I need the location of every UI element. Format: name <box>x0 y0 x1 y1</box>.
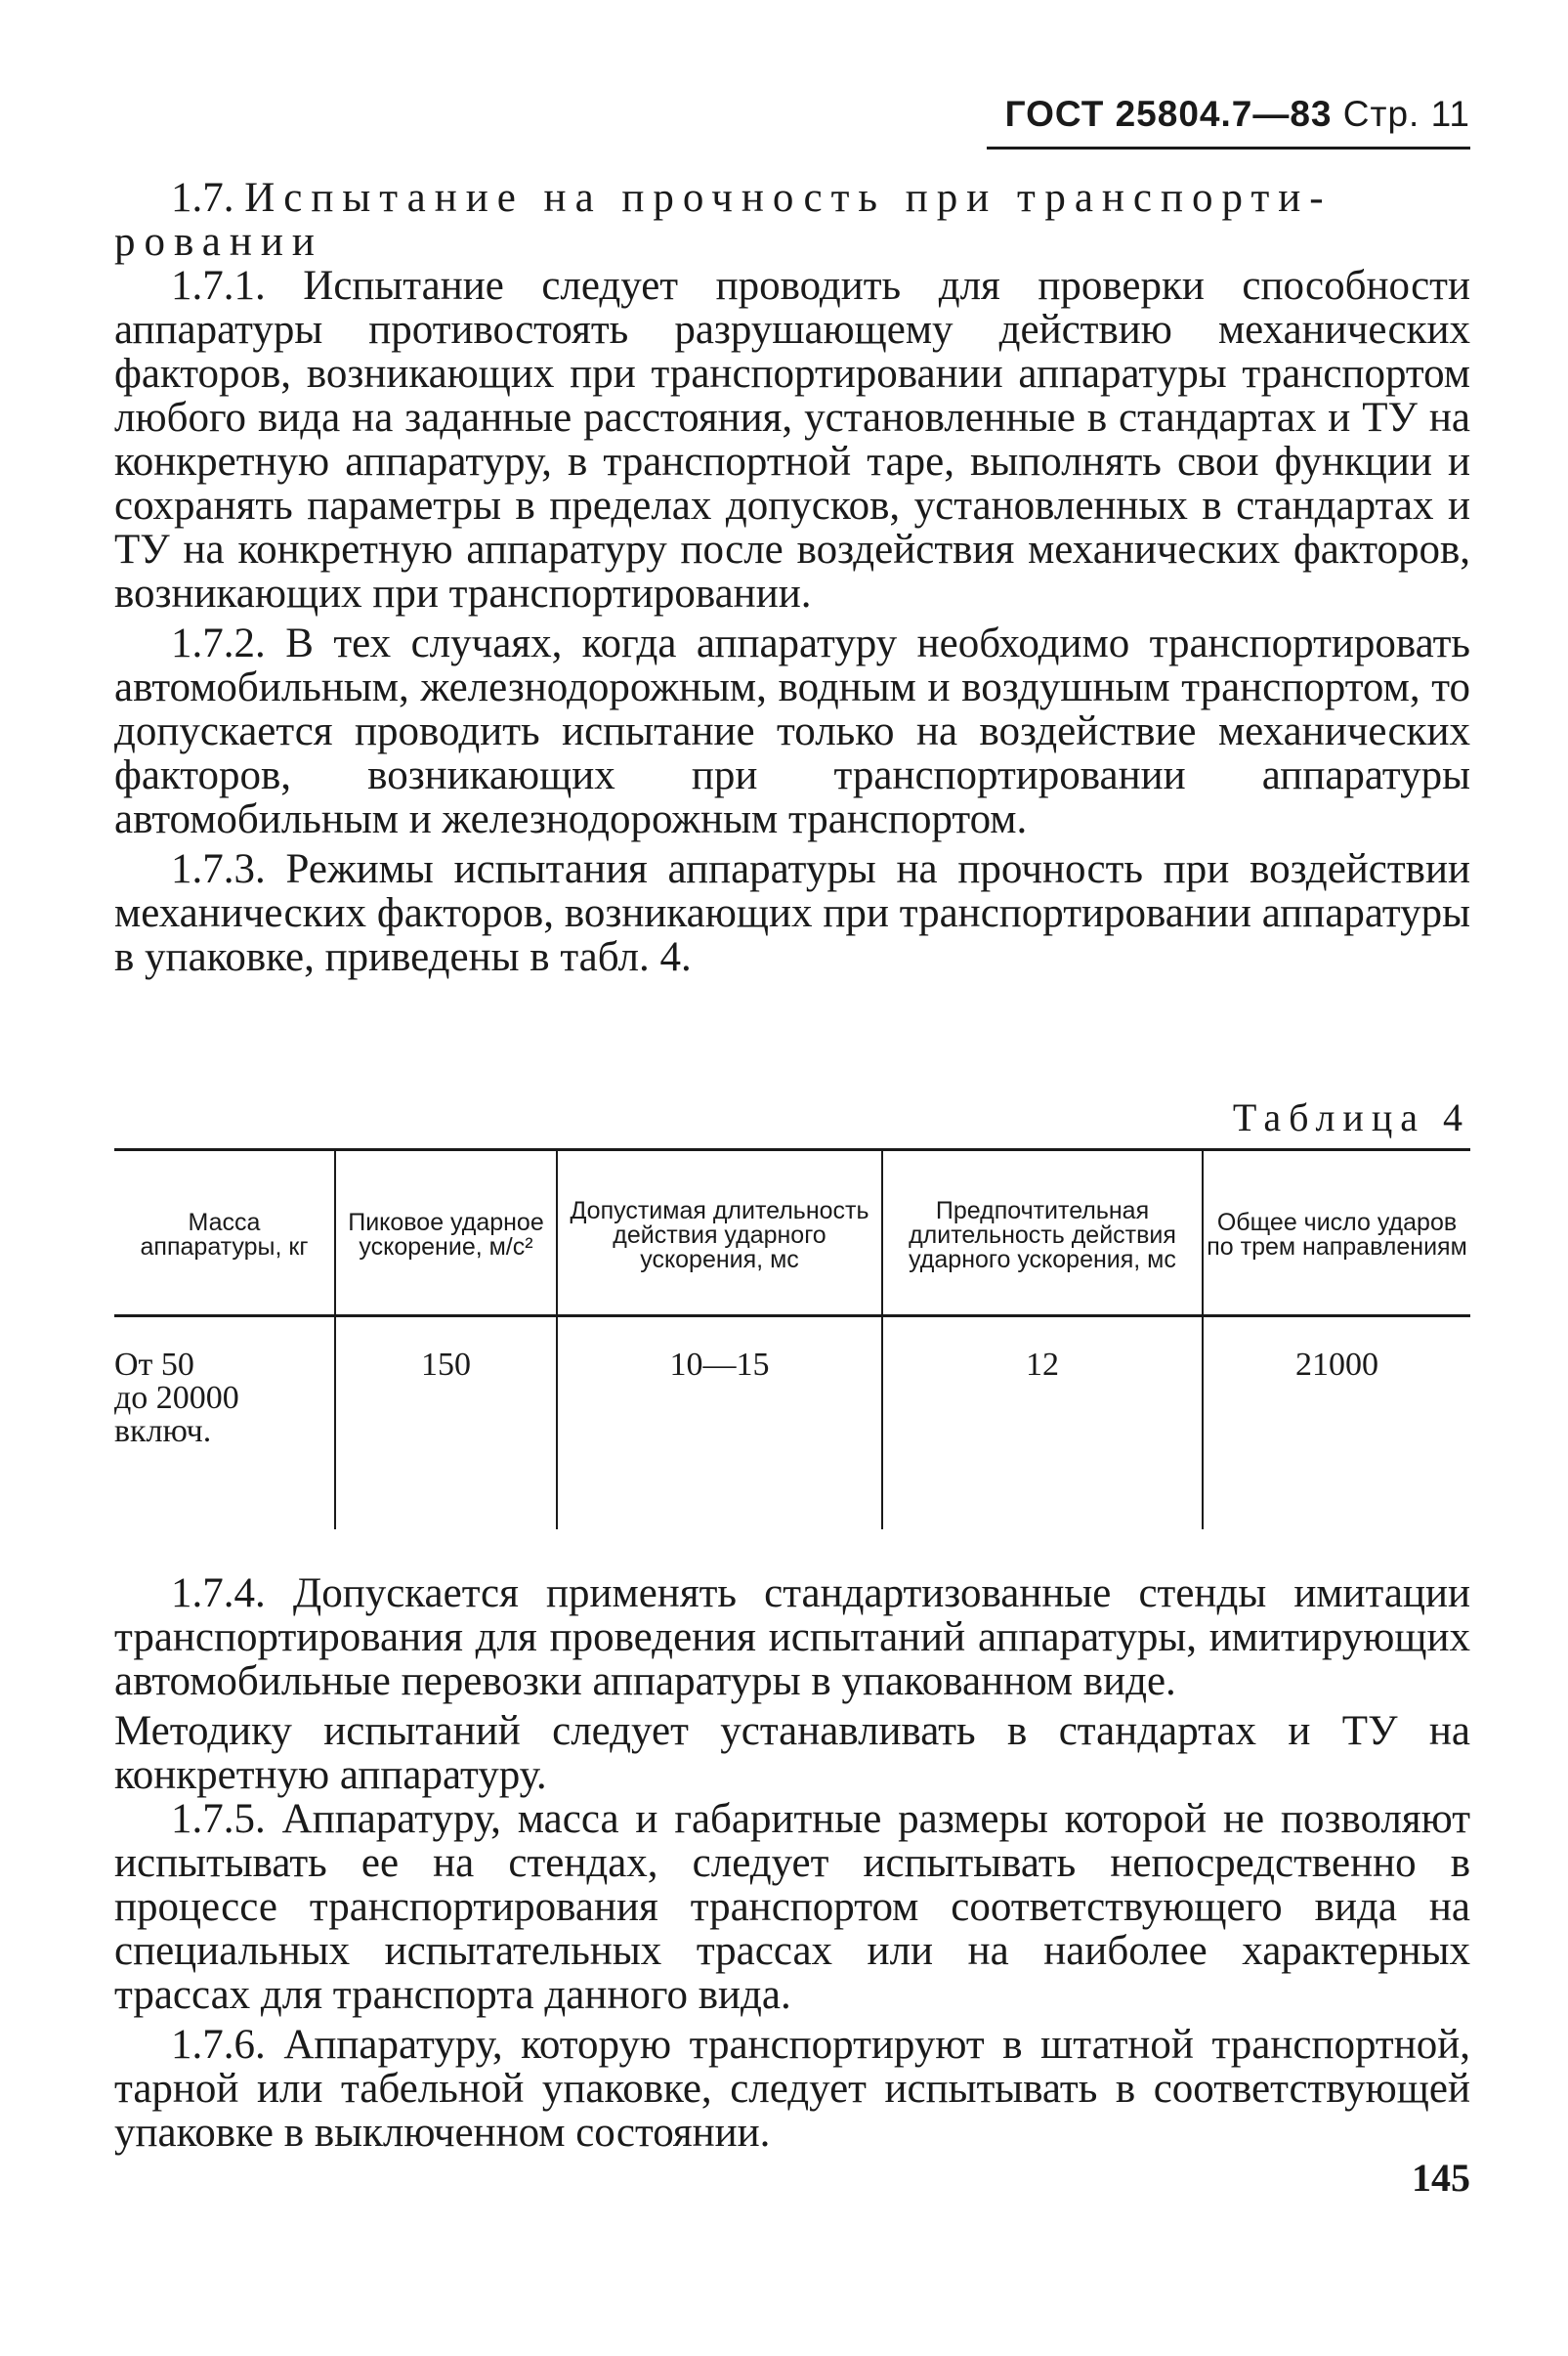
table-caption: Таблица 4 <box>1232 1095 1470 1139</box>
table-cell-mass <box>114 1349 334 1448</box>
paragraph-1-7-3: 1.7.3. Режимы испытания аппаратуры на прочность при воздействии механических факторов, возникающих при транспортировании аппаратуры в упаковке, приведены в табл. 4. <box>114 846 1470 980</box>
table-cell-total-impacts: 21000 <box>1295 1347 1378 1383</box>
paragraph-1-7-1: 1.7.1. Испытание следует проводить для проверки способности аппаратуры противостоять разрушающему действию механических факторов, возникающих при транспортировании аппаратуры транспортом любого вида на заданные расстояния, установленные в стандартах и ТУ на конкретную аппаратуру, в транспортной таре, выполнять свои функции и сохранять параметры в пределах допусков, установленных в стандартах и ТУ на конкретную аппаратуру после воздействия механических факторов, возникающих при транспортировании. <box>114 263 1470 617</box>
paragraph-methodology: Методику испытаний следует устанавливать в стандартах и ТУ на конкретную аппаратуру. <box>114 1708 1470 1798</box>
section-number: 1.7. <box>171 175 234 221</box>
table-header-total-impacts: Общее число ударов по трем направлениям <box>1207 1209 1467 1261</box>
header-rule <box>987 147 1470 150</box>
table-header-rule <box>114 1314 1470 1317</box>
mass-line-2: до 20000 <box>114 1380 239 1416</box>
paragraph-1-7-5: 1.7.5. Аппаратуру, масса и габаритные размеры которой не позволяют испытывать ее на стендах, следует испытывать непосредственно в процессе транспортирования транспортом соответствующего вида на специальных испытательных трассах или на наиболее характерных трассах для транспорта данного вида. <box>114 1796 1470 2018</box>
section-title-line1: Испытание на прочность при транспорти- <box>244 175 1333 221</box>
page-number: 145 <box>1412 2156 1470 2200</box>
table-4 <box>114 1148 1470 1529</box>
header-page-label: Стр. 11 <box>1342 94 1470 134</box>
mass-line-1: От 50 <box>114 1347 194 1383</box>
table-top-rule <box>114 1148 1470 1151</box>
table-cell-allowed-duration: 10—15 <box>669 1347 770 1383</box>
table-cell-preferred-duration: 12 <box>1026 1347 1059 1383</box>
table-cell-peak: 150 <box>421 1347 471 1383</box>
section-heading <box>114 176 1470 220</box>
body-text-top <box>114 176 1470 979</box>
paragraph-1-7-6: 1.7.6. Аппаратуру, которую транспортируют в штатной транспортной, тарной или табельной упаковке, следует испытывать в соответствующей упаковке в выключенном состоянии. <box>114 2022 1470 2156</box>
mass-line-3: включ. <box>114 1413 212 1449</box>
table-header-mass: Масса аппаратуры, кг <box>140 1209 309 1261</box>
table-header-preferred-duration: Предпочтительная длительность действия ударного ускорения, мс <box>909 1196 1176 1273</box>
running-header <box>977 94 1470 135</box>
paragraph-1-7-2: 1.7.2. В тех случаях, когда аппаратуру необходимо транспортировать автомобильным, железнодорожным, водным и воздушным транспортом, то допускается проводить испытание только на воздействие механических факторов, возникающих при транспортировании аппаратуры автомобильным и железнодорожным транспортом. <box>114 621 1470 842</box>
table-header-peak-acceleration: Пиковое ударное ускорение, м/с² <box>348 1209 544 1261</box>
table-header-allowed-duration: Допустимая длительность действия ударного ускорения, мс <box>570 1196 869 1273</box>
standard-number: ГОСТ 25804.7—83 <box>1004 94 1333 134</box>
body-text-bottom <box>114 1571 1470 2155</box>
paragraph-1-7-4: 1.7.4. Допускается применять стандартизованные стенды имитации транспортирования для проведения испытаний аппаратуры, имитирующих автомобильные перевозки аппаратуры в упакованном виде. <box>114 1570 1470 1704</box>
section-title-line2: ровании <box>114 219 323 265</box>
